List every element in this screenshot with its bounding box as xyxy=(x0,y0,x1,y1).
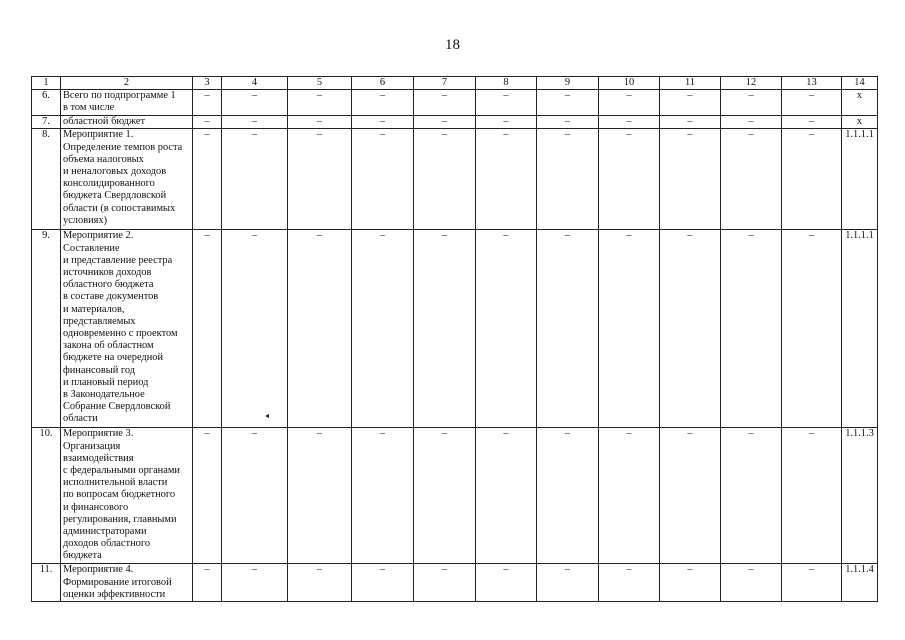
value-cell: – xyxy=(782,129,842,230)
value-cell: – xyxy=(352,129,414,230)
value-cell: – xyxy=(352,90,414,116)
value-cell: – xyxy=(537,129,599,230)
value-cell: – xyxy=(414,116,476,129)
value-cell: – xyxy=(414,564,476,602)
header-cell: 7 xyxy=(414,77,476,90)
value-cell: – xyxy=(660,116,721,129)
value-cell: – xyxy=(660,428,721,564)
header-cell: 14 xyxy=(842,77,878,90)
value-cell: – xyxy=(352,428,414,564)
row-name: Мероприятие 1. Определение темпов роста объема налоговых и неналоговых доходов консолидированного бюджета Свердловской области (в сопоставимых условиях) xyxy=(61,129,193,230)
header-cell: 13 xyxy=(782,77,842,90)
row-name: областной бюджет xyxy=(61,116,193,129)
value-cell: – xyxy=(537,564,599,602)
value-cell: – xyxy=(222,230,288,428)
value-cell: – xyxy=(476,116,537,129)
target-code: 1.1.1.3 xyxy=(842,428,878,564)
header-cell: 10 xyxy=(599,77,660,90)
value-cell: – xyxy=(599,564,660,602)
table-row xyxy=(32,428,878,564)
table-body xyxy=(32,90,878,602)
value-cell: – xyxy=(414,230,476,428)
value-cell: – xyxy=(599,129,660,230)
column-number-header xyxy=(32,77,878,90)
header-cell: 3 xyxy=(193,77,222,90)
value-cell: – xyxy=(537,230,599,428)
value-cell: – xyxy=(599,90,660,116)
value-cell: – xyxy=(414,428,476,564)
target-code: 1.1.1.1 xyxy=(842,129,878,230)
value-cell: – xyxy=(782,90,842,116)
value-cell: – xyxy=(288,564,352,602)
header-cell: 9 xyxy=(537,77,599,90)
target-code: х xyxy=(842,116,878,129)
value-cell: – xyxy=(288,230,352,428)
value-cell: – xyxy=(782,564,842,602)
row-number: 6. xyxy=(32,90,61,116)
row-number: 11. xyxy=(32,564,61,602)
table-row xyxy=(32,90,878,116)
value-cell: – xyxy=(599,116,660,129)
header-cell: 12 xyxy=(721,77,782,90)
header-cell: 2 xyxy=(61,77,193,90)
value-cell: – xyxy=(352,230,414,428)
table-row xyxy=(32,230,878,428)
value-cell: – xyxy=(660,564,721,602)
value-cell: – xyxy=(288,428,352,564)
program-table xyxy=(31,76,878,602)
value-cell: – xyxy=(222,90,288,116)
value-cell: – xyxy=(414,129,476,230)
value-cell: – xyxy=(288,116,352,129)
value-cell: – xyxy=(660,90,721,116)
header-cell: 6 xyxy=(352,77,414,90)
value-cell: – xyxy=(782,116,842,129)
value-cell: – xyxy=(193,116,222,129)
value-cell: – xyxy=(222,564,288,602)
value-cell: – xyxy=(721,230,782,428)
value-cell: – xyxy=(476,564,537,602)
row-name: Всего по подпрограмме 1 в том числе xyxy=(61,90,193,116)
value-cell: – xyxy=(537,90,599,116)
value-cell: – xyxy=(476,90,537,116)
target-code: х xyxy=(842,90,878,116)
row-name: Мероприятие 4. Формирование итоговой оценки эффективности xyxy=(61,564,193,602)
value-cell: – xyxy=(352,564,414,602)
value-cell: – xyxy=(288,90,352,116)
header-cell: 1 xyxy=(32,77,61,90)
row-number: 7. xyxy=(32,116,61,129)
target-code: 1.1.1.1 xyxy=(842,230,878,428)
stray-mark xyxy=(265,414,269,418)
target-code: 1.1.1.4 xyxy=(842,564,878,602)
table-row xyxy=(32,129,878,230)
value-cell: – xyxy=(414,90,476,116)
row-number: 8. xyxy=(32,129,61,230)
value-cell: – xyxy=(352,116,414,129)
value-cell: – xyxy=(599,230,660,428)
value-cell: – xyxy=(721,564,782,602)
page-number: 18 xyxy=(445,37,460,53)
value-cell: – xyxy=(721,116,782,129)
value-cell: – xyxy=(288,129,352,230)
row-number: 10. xyxy=(32,428,61,564)
value-cell: – xyxy=(193,564,222,602)
value-cell: – xyxy=(782,428,842,564)
header-cell: 5 xyxy=(288,77,352,90)
value-cell: – xyxy=(222,428,288,564)
value-cell: – xyxy=(476,428,537,564)
value-cell: – xyxy=(660,129,721,230)
value-cell: – xyxy=(599,428,660,564)
value-cell: – xyxy=(721,90,782,116)
table-row xyxy=(32,564,878,602)
value-cell: – xyxy=(193,90,222,116)
header-cell: 4 xyxy=(222,77,288,90)
value-cell: – xyxy=(476,129,537,230)
table-row xyxy=(32,116,878,129)
value-cell: – xyxy=(721,129,782,230)
value-cell: – xyxy=(660,230,721,428)
header-cell: 8 xyxy=(476,77,537,90)
value-cell: – xyxy=(222,116,288,129)
value-cell: – xyxy=(476,230,537,428)
value-cell: – xyxy=(193,129,222,230)
row-name: Мероприятие 2. Составление и представление реестра источников доходов областного бюджета в составе документов и материалов, представляемых одновременно с проектом закона об областном бюджете на очередной финансовый год и плановый период в Законодательное Собрание Свердловской области xyxy=(61,230,193,428)
value-cell: – xyxy=(537,116,599,129)
value-cell: – xyxy=(193,230,222,428)
value-cell: – xyxy=(537,428,599,564)
row-number: 9. xyxy=(32,230,61,428)
value-cell: – xyxy=(193,428,222,564)
value-cell: – xyxy=(222,129,288,230)
value-cell: – xyxy=(782,230,842,428)
row-name: Мероприятие 3. Организация взаимодействия с федеральными органами исполнительной власти по вопросам бюджетного и финансового регулирования, главными администраторами доходов областного бюджета xyxy=(61,428,193,564)
header-cell: 11 xyxy=(660,77,721,90)
value-cell: – xyxy=(721,428,782,564)
